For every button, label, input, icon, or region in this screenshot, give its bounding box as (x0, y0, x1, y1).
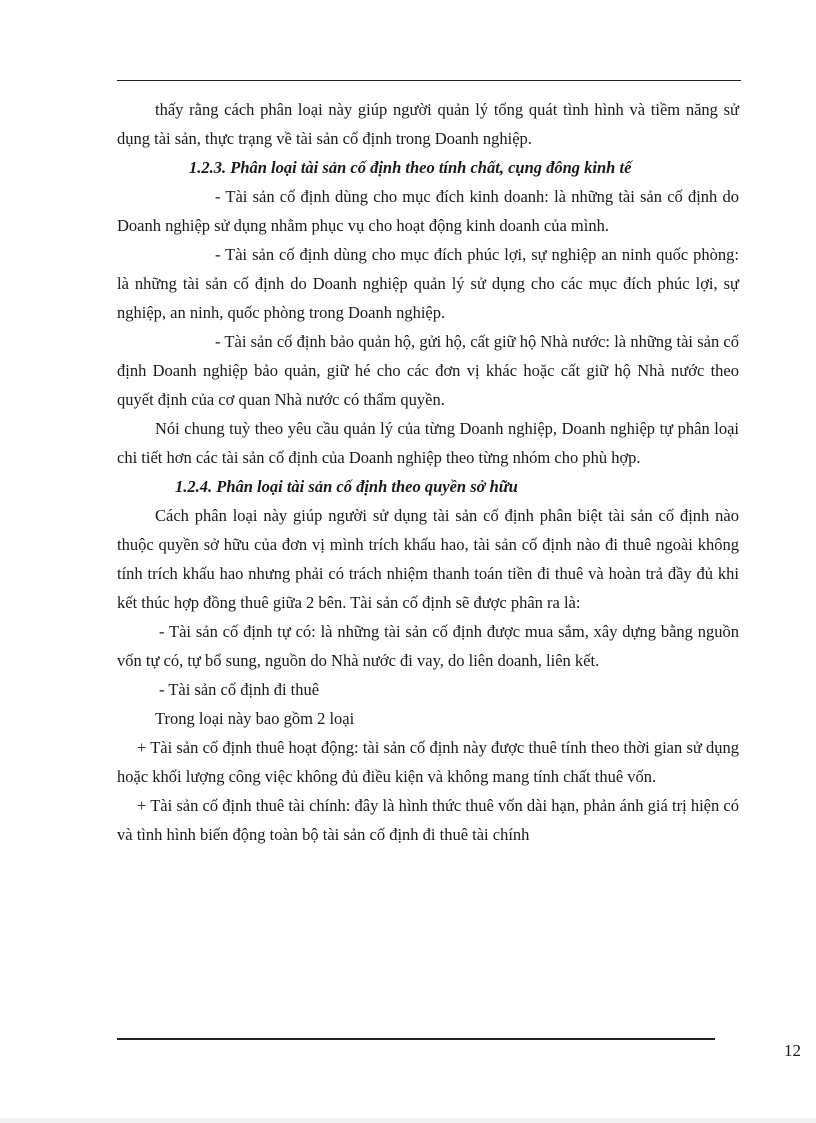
paragraph-custody-assets: - Tài sản cố định bảo quản hộ, gửi hộ, cất giữ hộ Nhà nước: là những tài sản cố định Doanh nghiệp bảo quản, giữ hé cho các đơn vị khác hoặc cất giữ hộ Nhà nước theo quyết định của cơ quan Nhà nước có thẩm quyền. (117, 332, 739, 409)
paragraph-finance-lease: + Tài sản cố định thuê tài chính: đây là hình thức thuê vốn dài hạn, phản ánh giá trị hiện có và tình hình biến động toàn bộ tài sản cố định đi thuê tài chính (117, 796, 739, 844)
paragraph-intro-continuation: thấy rằng cách phân loại này giúp người quản lý tổng quát tình hình và tiềm năng sử dụng tài sản, thực trạng về tài sản cố định trong Doanh nghiệp. (117, 100, 739, 148)
paragraph-business-assets: - Tài sản cố định dùng cho mục đích kinh doanh: là những tài sản cố định do Doanh nghiệp sử dụng nhằm phục vụ cho hoạt động kinh doanh của mình. (117, 187, 739, 235)
paragraph-owned-assets: - Tài sản cố định tự có: là những tài sản cố định được mua sắm, xây dựng bằng nguồn vốn tự có, tự bổ sung, nguồn do Nhà nước đi vay, do liên doanh, liên kết. (117, 622, 739, 670)
paragraph-general-note: Nói chung tuỳ theo yêu cầu quản lý của từng Doanh nghiệp, Doanh nghiệp tự phân loại chi tiết hơn các tài sản cố định của Doanh nghiệp theo từng nhóm cho phù hợp. (117, 419, 739, 467)
document-body (117, 95, 739, 849)
paragraph-welfare-assets: - Tài sản cố định dùng cho mục đích phúc lợi, sự nghiệp an ninh quốc phòng: là những tài sản cố định do Doanh nghiệp quản lý sử dụng cho các mục đích phúc lợi, sự nghiệp, an ninh, quốc phòng trong Doanh nghiệp. (117, 245, 739, 322)
paragraph-ownership-intro: Cách phân loại này giúp người sử dụng tài sản cố định phân biệt tài sản cố định nào thuộc quyền sở hữu của đơn vị mình trích khấu hao, tài sản cố định nào đi thuê ngoài không tính trích khấu hao nhưng phải có trách nhiệm thanh toán tiền đi thuê và hoàn trả đầy đủ khi kết thúc hợp đồng thuê giữa 2 bên. Tài sản cố định sẽ được phân ra là: (117, 506, 739, 612)
page-bottom-edge (0, 1118, 816, 1123)
paragraph-leased-assets: - Tài sản cố định đi thuê (159, 680, 320, 699)
section-heading-1-2-4: 1.2.4. Phân loại tài sản cố định theo quyền sở hữu (175, 477, 518, 496)
section-heading-1-2-3: 1.2.3. Phân loại tài sản cố định theo tính chất, cụng đông kinh tế (189, 158, 632, 177)
header-rule (117, 80, 741, 81)
page-number: 12 (784, 1041, 801, 1060)
paragraph-lease-types-intro: Trong loại này bao gồm 2 loại (155, 709, 355, 728)
paragraph-operating-lease: + Tài sản cố định thuê hoạt động: tài sản cố định này được thuê tính theo thời gian sử dụng hoặc khối lượng công việc không đủ điều kiện và không mang tính chất thuê vốn. (117, 738, 739, 786)
footer-rule (117, 1038, 715, 1040)
